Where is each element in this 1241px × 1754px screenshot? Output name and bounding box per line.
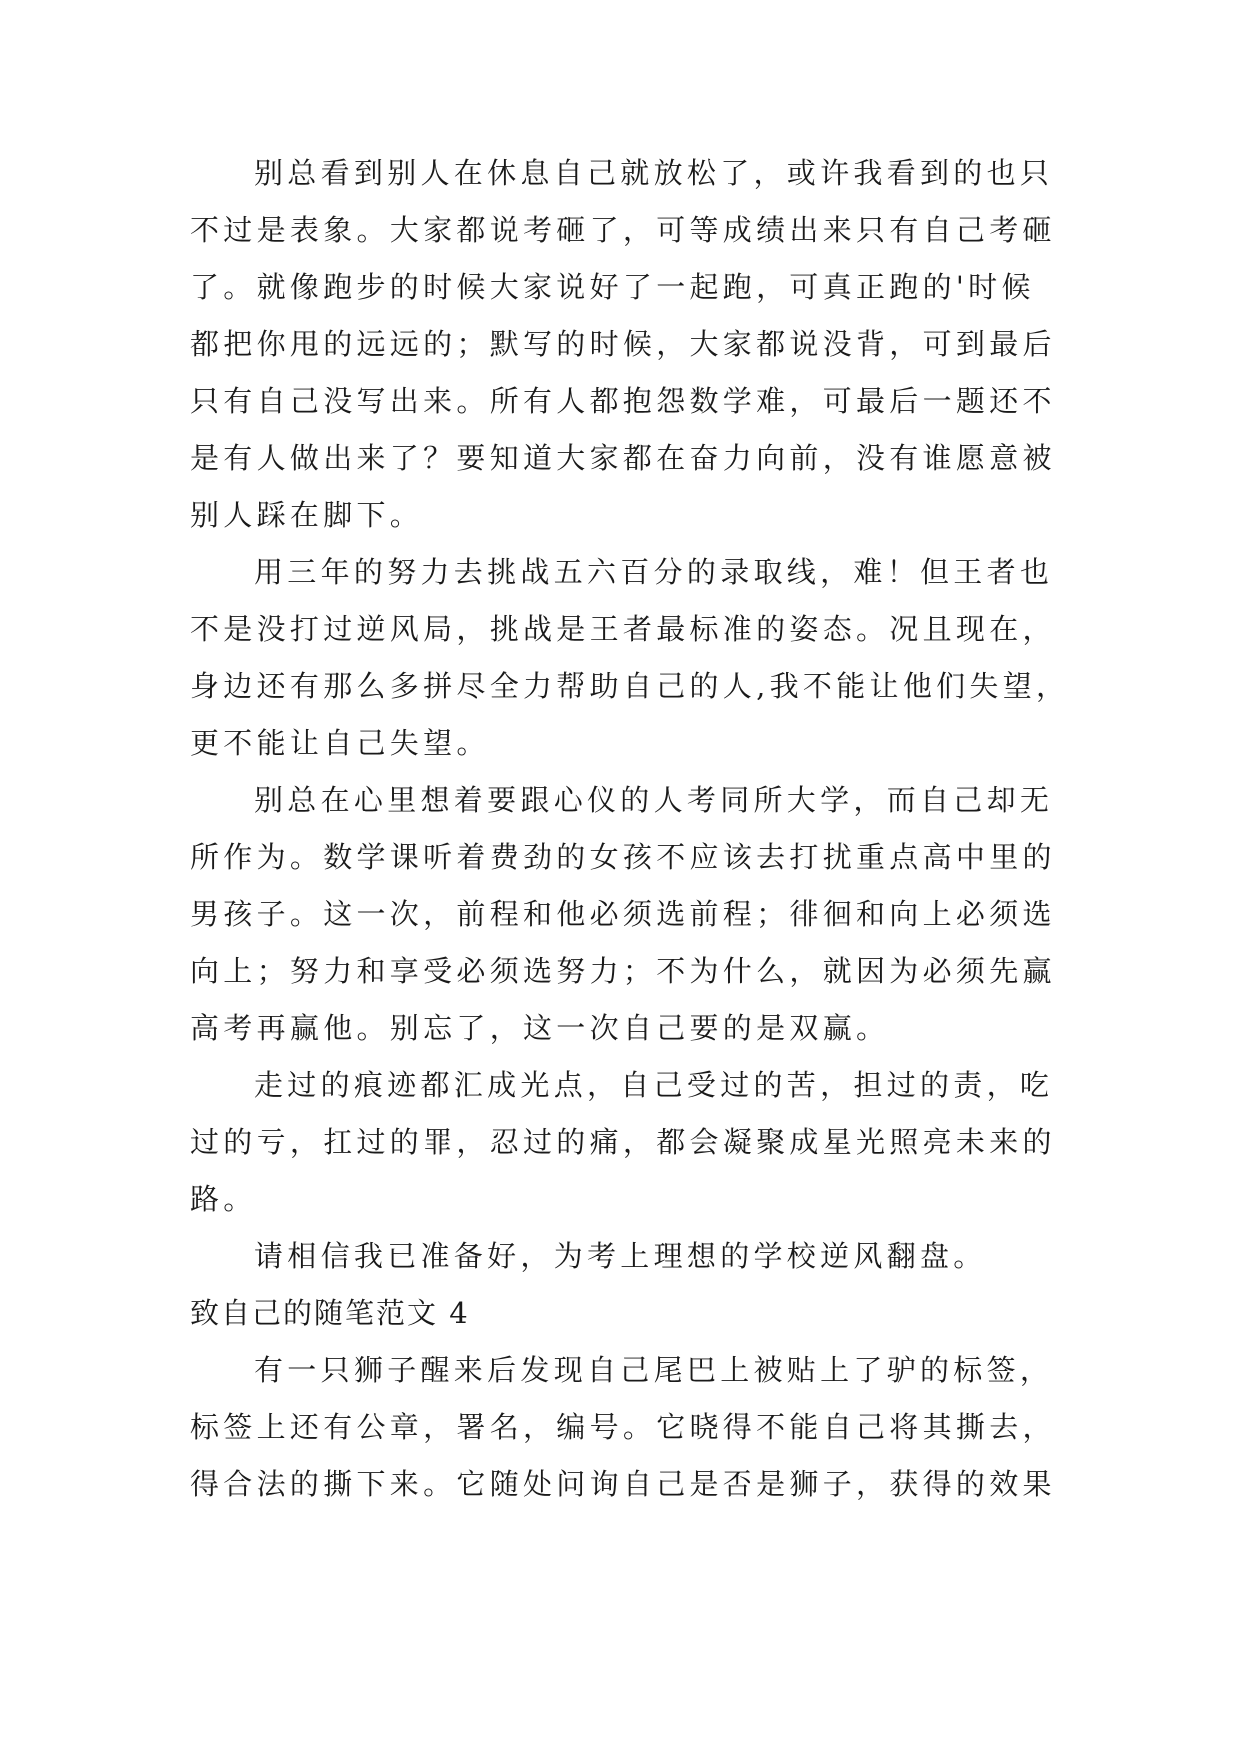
paragraph-line: 只有自己没写出来。所有人都抱怨数学难，可最后一题还不 [190,384,1056,418]
section-heading: 致自己的随笔范文 4 [190,1296,470,1330]
paragraph-line: 过的亏，扛过的罪，忍过的痛，都会凝聚成星光照亮未来的 [190,1125,1056,1159]
paragraph-line: 向上；努力和享受必须选努力；不为什么，就因为必须先赢 [190,954,1056,988]
paragraph-3 [190,772,1060,1057]
paragraph-line: 走过的痕迹都汇成光点，自己受过的苦，担过的责，吃 [254,1068,1054,1102]
paragraph-line: 别总在心里想着要跟心仪的人考同所大学，而自己却无 [254,783,1054,817]
paragraph-line: 别人踩在脚下。 [190,498,424,532]
paragraph-4 [190,1057,1060,1228]
document-page [190,145,1070,1513]
paragraph-line: 了。就像跑步的时候大家说好了一起跑，可真正跑的'时候 [190,270,1035,304]
paragraph-6 [190,1342,1060,1513]
paragraph-line: 男孩子。这一次，前程和他必须选前程；徘徊和向上必须选 [190,897,1056,931]
paragraph-line: 所作为。数学课听着费劲的女孩不应该去打扰重点高中里的 [190,840,1056,874]
paragraph-line: 都把你甩的远远的；默写的时候，大家都说没背，可到最后 [190,327,1056,361]
paragraph-line: 得合法的撕下来。它随处问询自己是否是狮子，获得的效果 [190,1467,1056,1501]
paragraph-line: 不是没打过逆风局，挑战是王者最标准的姿态。况且现在， [190,612,1056,646]
paragraph-line: 是有人做出来了？要知道大家都在奋力向前，没有谁愿意被 [190,441,1056,475]
paragraph-line: 用三年的努力去挑战五六百分的录取线，难！但王者也 [254,555,1054,589]
paragraph-line: 请相信我已准备好，为考上理想的学校逆风翻盘。 [254,1239,987,1273]
paragraph-line: 别总看到别人在休息自己就放松了，或许我看到的也只 [254,156,1054,190]
paragraph-line: 高考再赢他。别忘了，这一次自己要的是双赢。 [190,1011,890,1045]
paragraph-line: 身边还有那么多拼尽全力帮助自己的人,我不能让他们失望， [190,669,1070,703]
paragraph-2 [190,544,1070,772]
paragraph-line: 标签上还有公章，署名，编号。它晓得不能自己将其撕去， [190,1410,1056,1444]
paragraph-5 [190,1228,1060,1285]
paragraph-1 [190,145,1060,544]
paragraph-line: 有一只狮子醒来后发现自己尾巴上被贴上了驴的标签， [254,1353,1054,1387]
paragraph-line: 不过是表象。大家都说考砸了，可等成绩出来只有自己考砸 [190,213,1056,247]
paragraph-line: 路。 [190,1182,257,1216]
paragraph-line: 更不能让自己失望。 [190,726,490,760]
